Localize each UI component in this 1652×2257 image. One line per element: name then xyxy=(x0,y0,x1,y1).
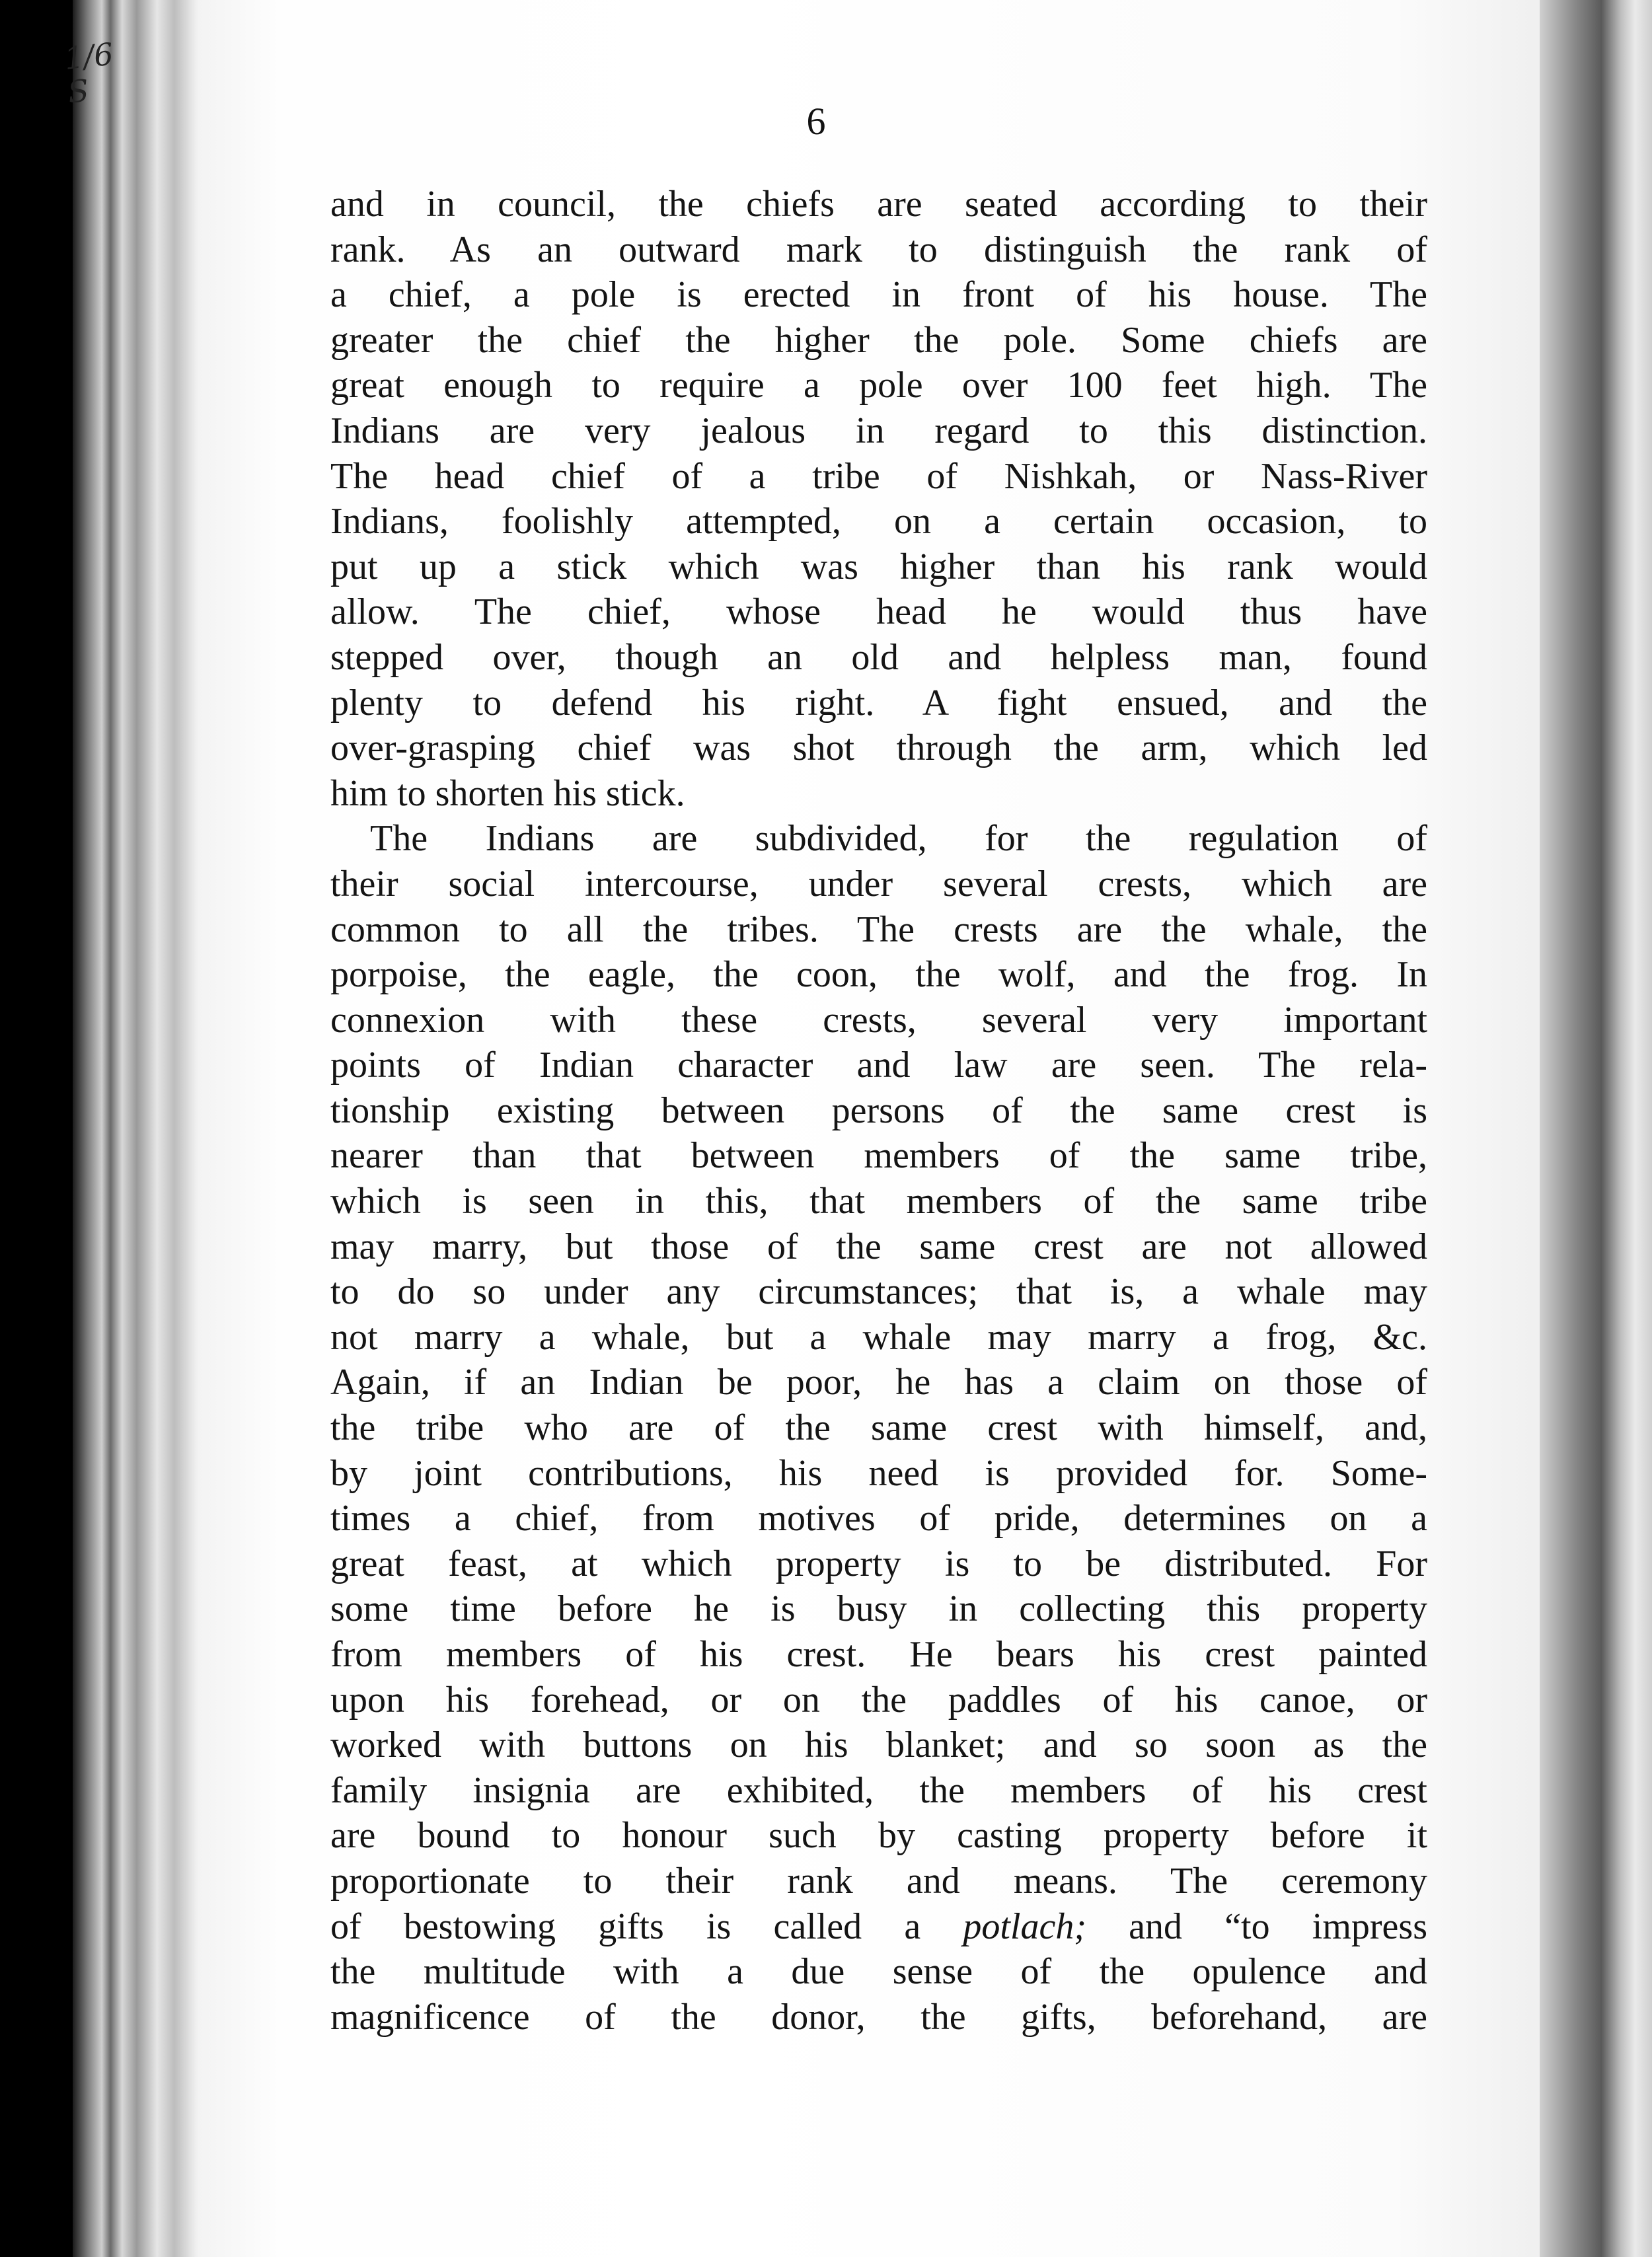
text-line: over-grasping chief was shot through the arm, which led xyxy=(330,727,1427,769)
text-line: and in council, the chiefs are seated according to their xyxy=(330,184,1427,225)
text-line: tionship existing between persons of the same crest is xyxy=(330,1090,1427,1131)
text-line: Again, if an Indian be poor, he has a claim on those of xyxy=(330,1362,1427,1403)
text-line: proportionate to their rank and means. The ceremony xyxy=(330,1860,1427,1902)
text-line-potlach xyxy=(330,1904,1427,1950)
book-left-edge xyxy=(73,0,218,2257)
potlach-term: potlach; xyxy=(963,1906,1086,1947)
paragraph-first-line: The Indians are subdivided, for the regulation of xyxy=(370,818,1427,860)
text-line: him to shorten his stick. xyxy=(330,772,685,814)
text-line: greater the chief the higher the pole. Some chiefs are xyxy=(330,319,1427,361)
text-line: may marry, but those of the same crest are not allowed xyxy=(330,1226,1427,1267)
handwritten-margin-note: 1/6 S xyxy=(62,36,115,110)
text-line: by joint contributions, his need is provided for. Some- xyxy=(330,1452,1427,1494)
text-line: worked with buttons on his blanket; and so soon as the xyxy=(330,1724,1427,1766)
page-number: 6 xyxy=(806,100,826,143)
text-line: Indians, foolishly attempted, on a certain occasion, to xyxy=(330,501,1427,542)
text-line: stepped over, though an old and helpless man, found xyxy=(330,636,1427,678)
text-line: put up a stick which was higher than his rank would xyxy=(330,546,1427,587)
text-line: plenty to defend his right. A fight ensued, and the xyxy=(330,682,1427,723)
text-line: the tribe who are of the same crest with himself, and, xyxy=(330,1407,1427,1449)
text-line: the multitude with a due sense of the opulence and xyxy=(330,1951,1427,1993)
text-line: their social intercourse, under several crests, which are xyxy=(330,863,1427,905)
text-line: Indians are very jealous in regard to this distinction. xyxy=(330,410,1427,451)
text-line: are bound to honour such by casting property before it xyxy=(330,1815,1427,1857)
text-line: from members of his crest. He bears his crest painted xyxy=(330,1634,1427,1675)
text-line: porpoise, the eagle, the coon, the wolf, and the frog. In xyxy=(330,954,1427,996)
text-line: magnificence of the donor, the gifts, beforehand, are xyxy=(330,1996,1427,2038)
text-line: great feast, at which property is to be distributed. For xyxy=(330,1543,1427,1584)
text-line: allow. The chief, whose head he would thus have xyxy=(330,591,1427,633)
text-line: nearer than that between members of the same tribe, xyxy=(330,1135,1427,1177)
text-line: upon his forehead, or on the paddles of his canoe, or xyxy=(330,1679,1427,1720)
text-line: The head chief of a tribe of Nishkah, or Nass-River xyxy=(330,455,1427,497)
text-segment: of bestowing gifts is called a xyxy=(330,1906,963,1947)
text-line: family insignia are exhibited, the members of his crest xyxy=(330,1769,1427,1811)
text-line: great enough to require a pole over 100 feet high. The xyxy=(330,365,1427,406)
text-line: connexion with these crests, several very important xyxy=(330,999,1427,1041)
text-line: points of Indian character and law are seen. The rela- xyxy=(330,1045,1427,1086)
body-text xyxy=(330,182,1427,2040)
text-line: times a chief, from motives of pride, determines on a xyxy=(330,1498,1427,1539)
text-line: not marry a whale, but a whale may marry a frog, &c. xyxy=(330,1316,1427,1358)
text-line: some time before he is busy in collecting this property xyxy=(330,1588,1427,1630)
text-segment: and “to impress xyxy=(1086,1906,1427,1947)
text-line: rank. As an outward mark to distinguish the rank of xyxy=(330,229,1427,270)
text-line: a chief, a pole is erected in front of his house. The xyxy=(330,274,1427,316)
book-right-edge xyxy=(1540,0,1652,2257)
text-line: common to all the tribes. The crests are the whale, the xyxy=(330,908,1427,950)
text-line: to do so under any circumstances; that is, a whale may xyxy=(330,1271,1427,1313)
text-line: which is seen in this, that members of the same tribe xyxy=(330,1181,1427,1222)
